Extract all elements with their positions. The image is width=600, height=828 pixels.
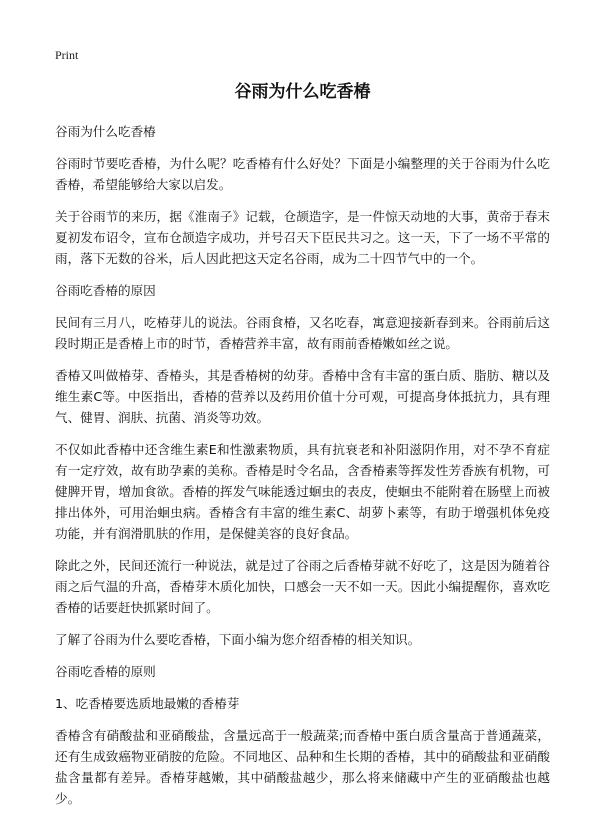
paragraph: 香椿含有硝酸盐和亚硝酸盐，含量远高于一般蔬菜;而香椿中蛋白质含量高于普通蔬菜，还有生成致癌物亚硝胺的危险。不同地区、品种和生长期的香椿，其中的硝酸盐和亚硝酸盐含量都有差异。香椿芽越嫩，其中硝酸盐越少，那么将来储藏中产生的亚硝酸盐也越少。 [55,728,550,806]
paragraph: 谷雨时节要吃香椿，为什么呢？吃香椿有什么好处？下面是小编整理的关于谷雨为什么吃香椿，希望能够给大家以启发。 [55,156,550,192]
subsection-heading: 1、吃香椿要选质地最嫩的香椿芽 [55,696,240,711]
paragraph: 关于谷雨节的来历，据《淮南子》记载，仓颉造字，是一件惊天动地的大事，黄帝于春末夏初发布诏令，宣布仓颉造字成功，并号召天下臣民共习之。这一天，下了一场不平常的雨，落下无数的谷米，后人因此把这天定名谷雨，成为二十四节气中的一个。 [55,209,550,266]
section-heading: 谷雨吃香椿的原因 [55,283,156,298]
paragraph: 除此之外，民间还流行一种说法，就是过了谷雨之后香椿芽就不好吃了，这是因为随着谷雨之后气温的升高，香椿芽木质化加快，口感会一天不如一天。因此小编提醒你，喜欢吃香椿的话要赶快抓紧时间了。 [55,558,550,615]
section-heading: 谷雨吃香椿的原则 [55,664,156,679]
paragraph: 民间有三月八，吃椿芽儿的说法。谷雨食椿，又名吃春，寓意迎接新春到来。谷雨前后这段时期正是香椿上市的时节，香椿营养丰富，故有雨前香椿嫩如丝之说。 [55,315,550,351]
paragraph: 不仅如此香椿中还含维生素E和性激素物质，具有抗衰老和补阳滋阴作用，对不孕不育症有一定疗效，故有助孕素的美称。香椿是时令名品，含香椿素等挥发性芳香族有机物，可健脾开胃，增加食欲。香椿的挥发气味能透过蛔虫的表皮，使蛔虫不能附着在肠壁上而被排出体外，可用治蛔虫病。香椿含有丰富的维生素C、胡萝卜素等，有助于增强机体免疫功能，并有润滑肌肤的作用，是保健美容的良好食品。 [55,442,550,541]
section-heading: 谷雨为什么吃香椿 [55,124,156,139]
article-body [55,121,550,809]
paragraph: 了解了谷雨为什么要吃香椿，下面小编为您介绍香椿的相关知识。 [55,632,421,647]
print-link[interactable]: Print [55,48,79,62]
page-title: 谷雨为什么吃香椿 [234,82,371,102]
paragraph: 香椿又叫做椿芽、香椿头，其是香椿树的幼芽。香椿中含有丰富的蛋白质、脂肪、糖以及维生素C等。中医指出，香椿的营养以及药用价值十分可观，可提高身体抵抗力，具有理气、健胃、润肤、抗菌、消炎等功效。 [55,368,550,425]
